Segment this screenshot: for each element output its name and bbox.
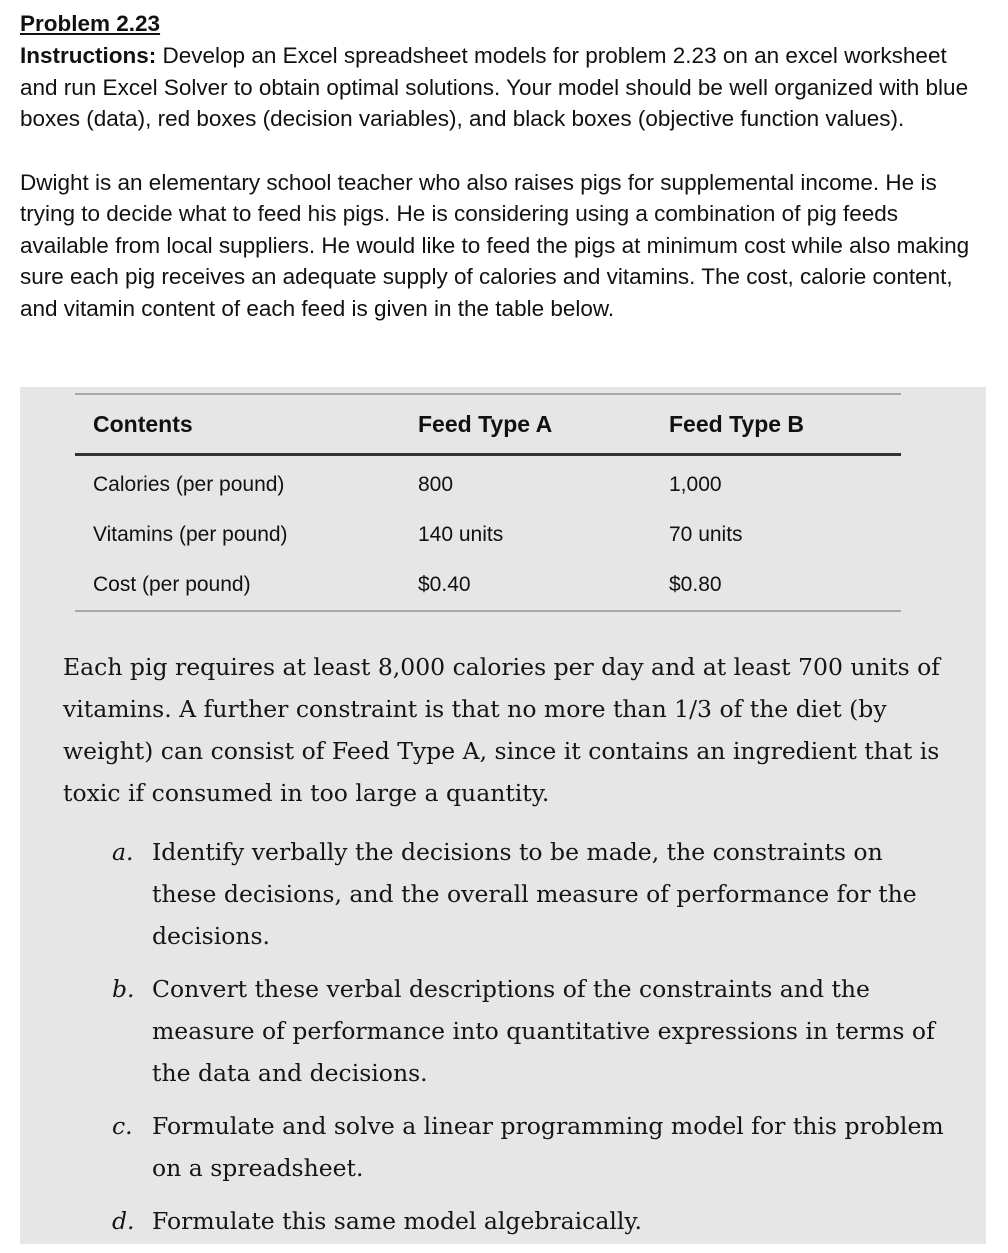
feed-b-value: 70 units <box>669 523 743 546</box>
table-row <box>75 560 901 611</box>
header-feed-a: Feed Type A <box>400 394 651 455</box>
header-contents: Contents <box>75 394 400 455</box>
question-text: Formulate this same model algebraically. <box>152 1207 643 1235</box>
feed-b-value: 1,000 <box>669 473 722 496</box>
instructions <box>20 40 980 135</box>
question-letter: d. <box>112 1207 135 1235</box>
intro-paragraph: Dwight is an elementary school teacher who also raises pigs for supplemental income. He is trying to decide what to feed his pigs. He is considering using a combination of pig feeds available from local suppliers. He would like to feed the pigs at minimum cost while also making sure each pig receives an adequate supply of calories and vitamins. The cost, calorie content, and vitamin content of each feed is given in the table below. <box>20 169 970 321</box>
header-feed-b: Feed Type B <box>651 394 901 455</box>
table-header-row <box>75 394 901 455</box>
list-item <box>112 1105 952 1189</box>
instructions-label: Instructions: <box>20 43 157 68</box>
feed-b-value: $0.80 <box>651 560 901 611</box>
row-label: Calories (per pound) <box>93 473 285 496</box>
list-item <box>112 1200 952 1242</box>
table-row <box>75 455 901 511</box>
list-item <box>112 968 952 1094</box>
instructions-text: Develop an Excel spreadsheet models for problem 2.23 on an excel worksheet and run Excel Solver to obtain optimal solutions. Your model should be well organized with blue boxes (data), red boxes (decision variables), and black boxes (objective function values). <box>20 43 969 131</box>
question-text: Formulate and solve a linear programming model for this problem on a spreadsheet. <box>152 1112 944 1182</box>
feed-a-value: 800 <box>418 473 454 496</box>
question-list <box>112 831 952 1253</box>
row-label: Vitamins (per pound) <box>93 523 288 546</box>
feed-table <box>75 393 901 612</box>
feed-a-value: 140 units <box>418 523 504 546</box>
textbook-excerpt <box>20 387 986 1244</box>
question-letter: a. <box>112 838 134 866</box>
table-row <box>75 510 901 560</box>
question-text: Identify verbally the decisions to be made, the constraints on these decisions, and the overall measure of performance for the decisions. <box>152 838 917 950</box>
problem-header <box>20 8 980 324</box>
question-letter: c. <box>112 1112 133 1140</box>
row-label: Cost (per pound) <box>75 560 400 611</box>
problem-title: Problem 2.23 <box>20 11 161 36</box>
requirements-paragraph: Each pig requires at least 8,000 calories per day and at least 700 units of vitamins. A further constraint is that no more than 1/3 of the diet (by weight) can consist of Feed Type A, since it contains an ingredient that is toxic if consumed in too large a quantity. <box>63 653 940 807</box>
feed-a-value: $0.40 <box>400 560 651 611</box>
question-text: Convert these verbal descriptions of the constraints and the measure of performance into quantitative expressions in terms of the data and decisions. <box>152 975 935 1087</box>
list-item <box>112 831 952 957</box>
question-letter: b. <box>112 975 135 1003</box>
